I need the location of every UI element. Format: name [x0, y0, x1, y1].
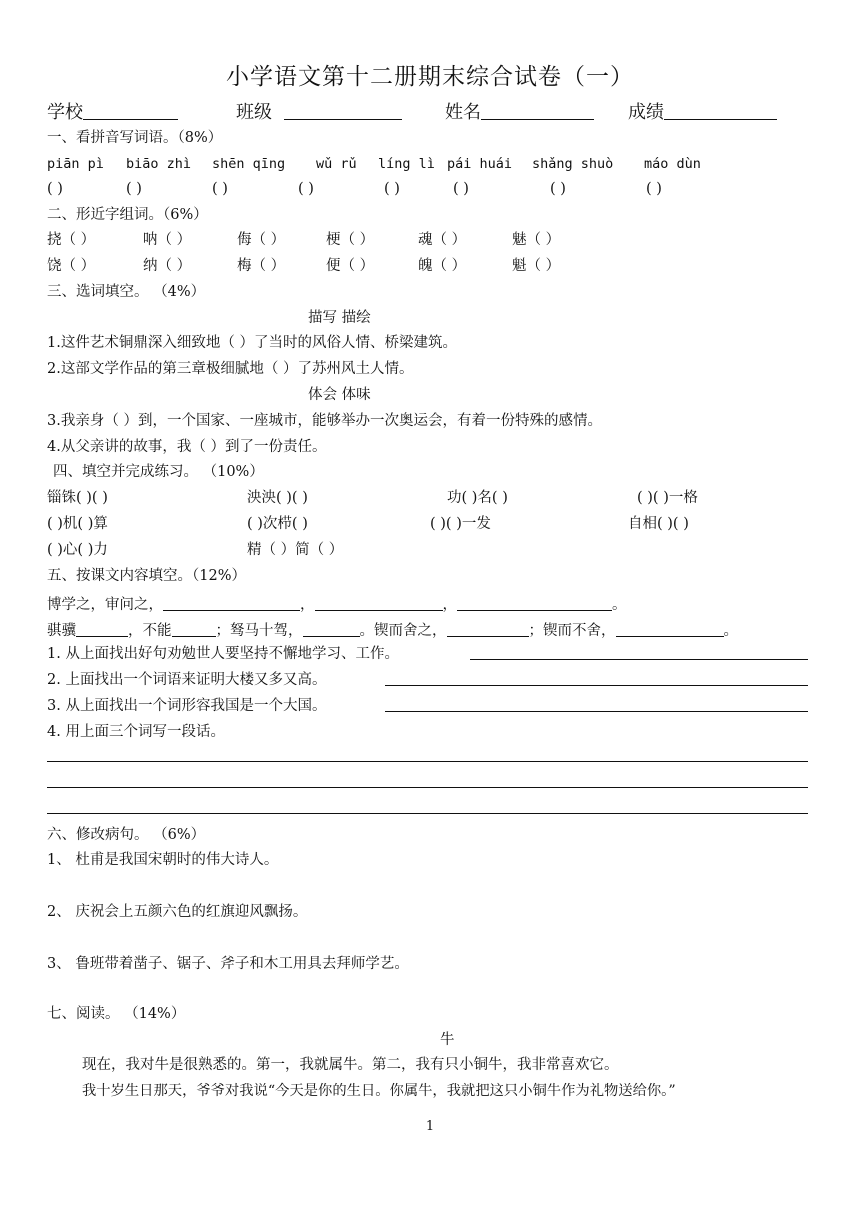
answer-line-3[interactable]: [385, 711, 808, 712]
char-pair-5b[interactable]: 魄（ ）: [418, 258, 467, 274]
fill-question-2[interactable]: 2.这部文学作品的第三章极细腻地（ ）了苏州风土人情。: [47, 361, 414, 377]
section-1-heading: 一、看拼音写词语。（8%）: [47, 130, 223, 146]
idiom-4[interactable]: ( )( )一格: [637, 490, 698, 506]
page-number: 1: [425, 1119, 435, 1134]
pinyin-blank-7[interactable]: ( ): [550, 181, 566, 197]
reading-title: 牛: [440, 1032, 455, 1048]
pinyin-blank-5[interactable]: ( ): [384, 181, 400, 197]
pinyin-6: pái huái: [447, 156, 513, 172]
score-field: [628, 98, 777, 124]
writing-line-2[interactable]: [47, 787, 808, 788]
idiom-9[interactable]: ( )心( )力: [47, 542, 108, 558]
school-field: [47, 98, 178, 124]
recite-question-3: 3. 从上面找出一个词形容我国是一个大国。: [47, 698, 327, 714]
pinyin-blank-8[interactable]: ( ): [646, 181, 662, 197]
name-blank[interactable]: [481, 101, 594, 120]
recite-end-1: 。: [612, 597, 627, 613]
recite-text-2e: ；锲而不舍，: [528, 623, 616, 639]
idiom-6[interactable]: ( )次栉( ): [247, 516, 308, 532]
pinyin-7: shǎng shuò: [532, 156, 614, 172]
pinyin-8: máo dùn: [644, 156, 701, 172]
pinyin-2: biāo zhì: [126, 156, 192, 172]
class-field: [236, 98, 402, 124]
recite-blank-8[interactable]: [616, 618, 724, 637]
section-2-heading: 二、形近字组词。（6%）: [47, 207, 208, 223]
recite-end-2: 。: [723, 623, 738, 639]
pinyin-1: piān pì: [47, 156, 104, 172]
recite-line-2: [47, 618, 738, 641]
idiom-8[interactable]: 自相( )( ): [628, 516, 689, 532]
score-blank[interactable]: [664, 101, 777, 120]
recite-text-2a: 骐骥: [47, 623, 76, 639]
pinyin-blank-4[interactable]: ( ): [298, 181, 314, 197]
pinyin-5: líng lì: [378, 156, 435, 172]
pinyin-3: shēn qīng: [212, 156, 286, 172]
pinyin-blank-6[interactable]: ( ): [453, 181, 469, 197]
char-pair-3b[interactable]: 梅（ ）: [237, 258, 286, 274]
recite-blank-4[interactable]: [76, 618, 128, 637]
score-label: 成绩: [628, 102, 664, 123]
reading-paragraph-1: 现在，我对牛是很熟悉的。第一，我就属牛。第二，我有只小铜牛，我非常喜欢它。: [82, 1057, 619, 1073]
recite-question-2: 2. 上面找出一个词语来证明大楼又多又高。: [47, 672, 327, 688]
section-6-heading: 六、修改病句。 （6%）: [47, 827, 206, 843]
pinyin-blank-1[interactable]: ( ): [47, 181, 63, 197]
recite-text-2d: 。锲而舍之，: [359, 623, 447, 639]
writing-line-3[interactable]: [47, 813, 808, 814]
char-pair-4a[interactable]: 梗（ ）: [326, 232, 375, 248]
char-pair-4b[interactable]: 便（ ）: [326, 258, 375, 274]
school-label: 学校: [47, 102, 83, 123]
word-choices-1: 描写 描绘: [308, 310, 371, 326]
char-pair-2a[interactable]: 呐（ ）: [143, 232, 192, 248]
recite-blank-5[interactable]: [172, 618, 216, 637]
fill-question-3[interactable]: 3.我亲身（ ）到，一个国家、一座城市，能够举办一次奥运会，有着一份特殊的感情。: [47, 413, 602, 429]
idiom-3[interactable]: 功( )名( ): [447, 490, 508, 506]
reading-paragraph-2: 我十岁生日那天，爷爷对我说“今天是你的生日。你属牛，我就把这只小铜牛作为礼物送给你。”: [82, 1083, 676, 1099]
page-title: 小学语文第十二册期末综合试卷（一）: [226, 64, 634, 90]
section-4-heading: 四、填空并完成练习。 （10%）: [53, 464, 264, 480]
char-pair-3a[interactable]: 侮（ ）: [237, 232, 286, 248]
recite-blank-1[interactable]: [163, 592, 300, 611]
recite-blank-2[interactable]: [315, 592, 443, 611]
section-3-heading: 三、选词填空。 （4%）: [47, 284, 206, 300]
recite-line-1: [47, 592, 627, 615]
class-label: 班级: [236, 102, 272, 123]
writing-line-1[interactable]: [47, 761, 808, 762]
recite-question-4: 4. 用上面三个词写一段话。: [47, 724, 225, 740]
recite-text-1a: 博学之，审问之，: [47, 597, 163, 613]
recite-blank-7[interactable]: [447, 618, 529, 637]
sentence-3[interactable]: 3、 鲁班带着凿子、锯子、斧子和木工用具去拜师学艺。: [47, 956, 409, 972]
recite-blank-6[interactable]: [303, 618, 360, 637]
idiom-7[interactable]: ( )( )一发: [430, 516, 491, 532]
recite-sep-2: ，: [442, 597, 457, 613]
char-pair-1a[interactable]: 挠（ ）: [47, 232, 96, 248]
recite-blank-3[interactable]: [457, 592, 612, 611]
section-7-heading: 七、阅读。 （14%）: [47, 1006, 186, 1022]
char-pair-1b[interactable]: 饶（ ）: [47, 258, 96, 274]
idiom-5[interactable]: ( )机( )算: [47, 516, 108, 532]
recite-text-2b: ，不能: [128, 623, 172, 639]
char-pair-2b[interactable]: 纳（ ）: [143, 258, 192, 274]
pinyin-blank-3[interactable]: ( ): [212, 181, 228, 197]
recite-text-2c: ；驽马十驾，: [215, 623, 303, 639]
sentence-2[interactable]: 2、 庆祝会上五颜六色的红旗迎风飘扬。: [47, 904, 308, 920]
sentence-1[interactable]: 1、 杜甫是我国宋朝时的伟大诗人。: [47, 852, 279, 868]
pinyin-blank-2[interactable]: ( ): [126, 181, 142, 197]
idiom-2[interactable]: 泱泱( )( ): [247, 490, 308, 506]
school-blank[interactable]: [83, 101, 178, 120]
fill-question-4[interactable]: 4.从父亲讲的故事，我（ ）到了一份责任。: [47, 439, 327, 455]
class-blank[interactable]: [284, 101, 402, 120]
pinyin-4: wǔ rǔ: [316, 156, 357, 172]
answer-line-2[interactable]: [385, 685, 808, 686]
recite-sep-1: ，: [300, 597, 315, 613]
name-field: [445, 98, 594, 124]
recite-question-1: 1. 从上面找出好句劝勉世人要坚持不懈地学习、工作。: [47, 646, 399, 662]
char-pair-6b[interactable]: 魁（ ）: [512, 258, 561, 274]
name-label: 姓名: [445, 102, 481, 123]
idiom-10[interactable]: 精（ ）简（ ）: [247, 542, 344, 558]
fill-question-1[interactable]: 1.这件艺术铜鼎深入细致地（ ）了当时的风俗人情、桥梁建筑。: [47, 335, 457, 351]
char-pair-5a[interactable]: 魂（ ）: [418, 232, 467, 248]
idiom-1[interactable]: 锱铢( )( ): [47, 490, 108, 506]
section-5-heading: 五、按课文内容填空。（12%）: [47, 568, 246, 584]
word-choices-2: 体会 体味: [308, 387, 371, 403]
char-pair-6a[interactable]: 魅（ ）: [512, 232, 561, 248]
answer-line-1[interactable]: [470, 659, 808, 660]
